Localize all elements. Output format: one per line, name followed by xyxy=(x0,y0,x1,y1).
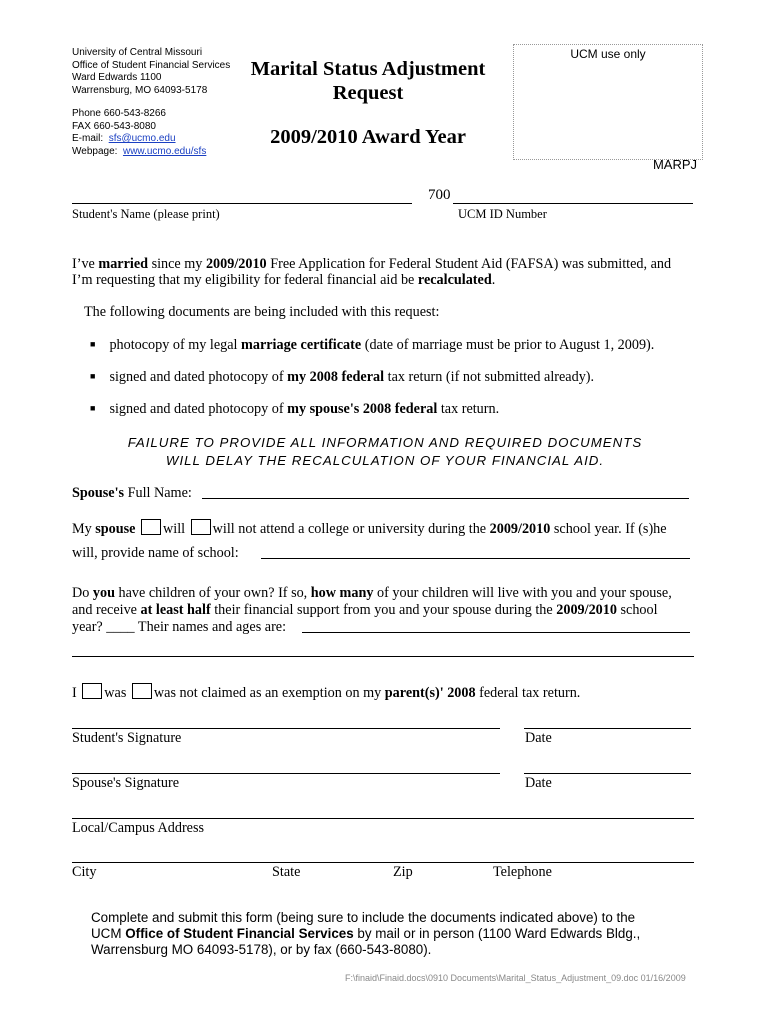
spouse-attendance-line: My spouse will will not attend a college or university during the 2009/2010 school year. If (s)he xyxy=(72,521,667,537)
instructions-line-2: UCM Office of Student Financial Services by mail or in person (1100 Ward Edwards Bldg., xyxy=(91,926,641,941)
org-line: Ward Edwards 1100 xyxy=(72,72,162,83)
documents-lead: The following documents are being included with this request: xyxy=(84,304,440,320)
children-line-2: and receive at least half their financial support from you and your spouse during the 2009/2010 school xyxy=(72,602,658,618)
document-item: ■ signed and dated photocopy of my spouse's 2008 federal tax return. xyxy=(90,401,500,417)
children-line-3: year? ____ Their names and ages are: xyxy=(72,619,287,635)
webpage-label: Webpage: xyxy=(72,145,118,157)
warning-line-2: WILL DELAY THE RECALCULATION OF YOUR FINANCIAL AID. xyxy=(165,453,605,468)
form-code: MARPJ xyxy=(652,157,697,172)
ucm-use-only-label: UCM use only xyxy=(570,47,646,61)
ucm-use-only-box xyxy=(513,44,703,160)
title-line-2: Request xyxy=(332,82,404,104)
spouse-signature-line[interactable] xyxy=(72,773,500,774)
school-name-line[interactable] xyxy=(261,558,690,559)
file-path-footer: F:\finaid\Finaid.docs\0910 Documents\Marital_Status_Adjustment_09.doc 01/16/2009 xyxy=(345,973,686,983)
email-link[interactable]: sfs@ucmo.edu xyxy=(108,133,176,144)
campus-address-label: Local/Campus Address xyxy=(72,820,205,836)
student-date-line[interactable] xyxy=(524,728,691,729)
spouse-signature-label: Spouse's Signature xyxy=(72,775,179,791)
bullet-icon: ■ xyxy=(90,403,96,413)
spouse-name-label: Spouse's Full Name: xyxy=(72,485,192,501)
was-claimed-checkbox[interactable] xyxy=(82,683,102,699)
intro-line-1: I’ve married since my 2009/2010 Free Application for Federal Student Aid (FAFSA) was submitted, and xyxy=(72,256,672,272)
student-signature-label: Student's Signature xyxy=(72,730,182,746)
org-line: Office of Student Financial Services xyxy=(72,59,231,71)
org-line: Warrensburg, MO 64093-5178 xyxy=(72,84,208,96)
city-label: City xyxy=(72,864,97,880)
document-item: ■ signed and dated photocopy of my 2008 federal tax return (if not submitted already). xyxy=(90,369,595,385)
bullet-icon: ■ xyxy=(90,371,96,381)
org-line: University of Central Missouri xyxy=(72,47,203,58)
intro-line-2: I’m requesting that my eligibility for federal financial aid be recalculated. xyxy=(72,272,496,288)
email-label: E-mail: xyxy=(72,133,104,144)
spouse-date-line[interactable] xyxy=(524,773,691,774)
student-date-label: Date xyxy=(525,730,552,746)
webpage-link[interactable]: www.ucmo.edu/sfs xyxy=(122,145,207,157)
children-names-line-2[interactable] xyxy=(72,656,694,657)
instructions-line-1: Complete and submit this form (being sure to include the documents indicated above) to the xyxy=(91,910,636,925)
spouse-date-label: Date xyxy=(525,775,552,791)
student-name-line[interactable] xyxy=(72,203,412,204)
fax-text: FAX 660-543-8080 xyxy=(72,120,156,132)
city-state-zip-line[interactable] xyxy=(72,862,694,863)
warning-line-1: FAILURE TO PROVIDE ALL INFORMATION AND REQUIRED DOCUMENTS xyxy=(127,435,643,450)
children-line-1: Do you have children of your own? If so, how many of your children will live with you and your spouse, xyxy=(72,585,672,601)
children-names-line[interactable] xyxy=(302,632,690,633)
spouse-name-line[interactable] xyxy=(202,498,689,499)
was-not-claimed-checkbox[interactable] xyxy=(132,683,152,699)
spouse-will-checkbox[interactable] xyxy=(141,519,161,535)
title-line-1: Marital Status Adjustment xyxy=(250,58,486,80)
phone-text: Phone 660-543-8266 xyxy=(72,108,166,119)
instructions-line-3: Warrensburg MO 64093-5178), or by fax (660-543-8080). xyxy=(91,942,432,957)
form-title xyxy=(232,57,504,105)
warning-notice xyxy=(80,434,690,470)
award-year: 2009/2010 Award Year xyxy=(270,126,466,148)
zip-label: Zip xyxy=(393,864,413,880)
id-prefix: 700 xyxy=(428,187,451,203)
student-signature-line[interactable] xyxy=(72,728,500,729)
telephone-label: Telephone xyxy=(493,864,552,880)
campus-address-line[interactable] xyxy=(72,818,694,819)
bullet-icon: ■ xyxy=(90,339,96,349)
ucm-id-line[interactable] xyxy=(453,203,693,204)
state-label: State xyxy=(272,864,301,880)
exemption-line: I was was not claimed as an exemption on my parent(s)' 2008 federal tax return. xyxy=(72,685,581,701)
office-address xyxy=(72,47,230,97)
student-name-label: Student's Name (please print) xyxy=(72,207,220,221)
office-contact xyxy=(72,108,206,158)
document-item: ■ photocopy of my legal marriage certificate (date of marriage must be prior to August 1, 2009). xyxy=(90,337,655,353)
ucm-id-label: UCM ID Number xyxy=(458,207,547,221)
spouse-will-not-checkbox[interactable] xyxy=(191,519,211,535)
school-name-label: will, provide name of school: xyxy=(72,545,239,561)
